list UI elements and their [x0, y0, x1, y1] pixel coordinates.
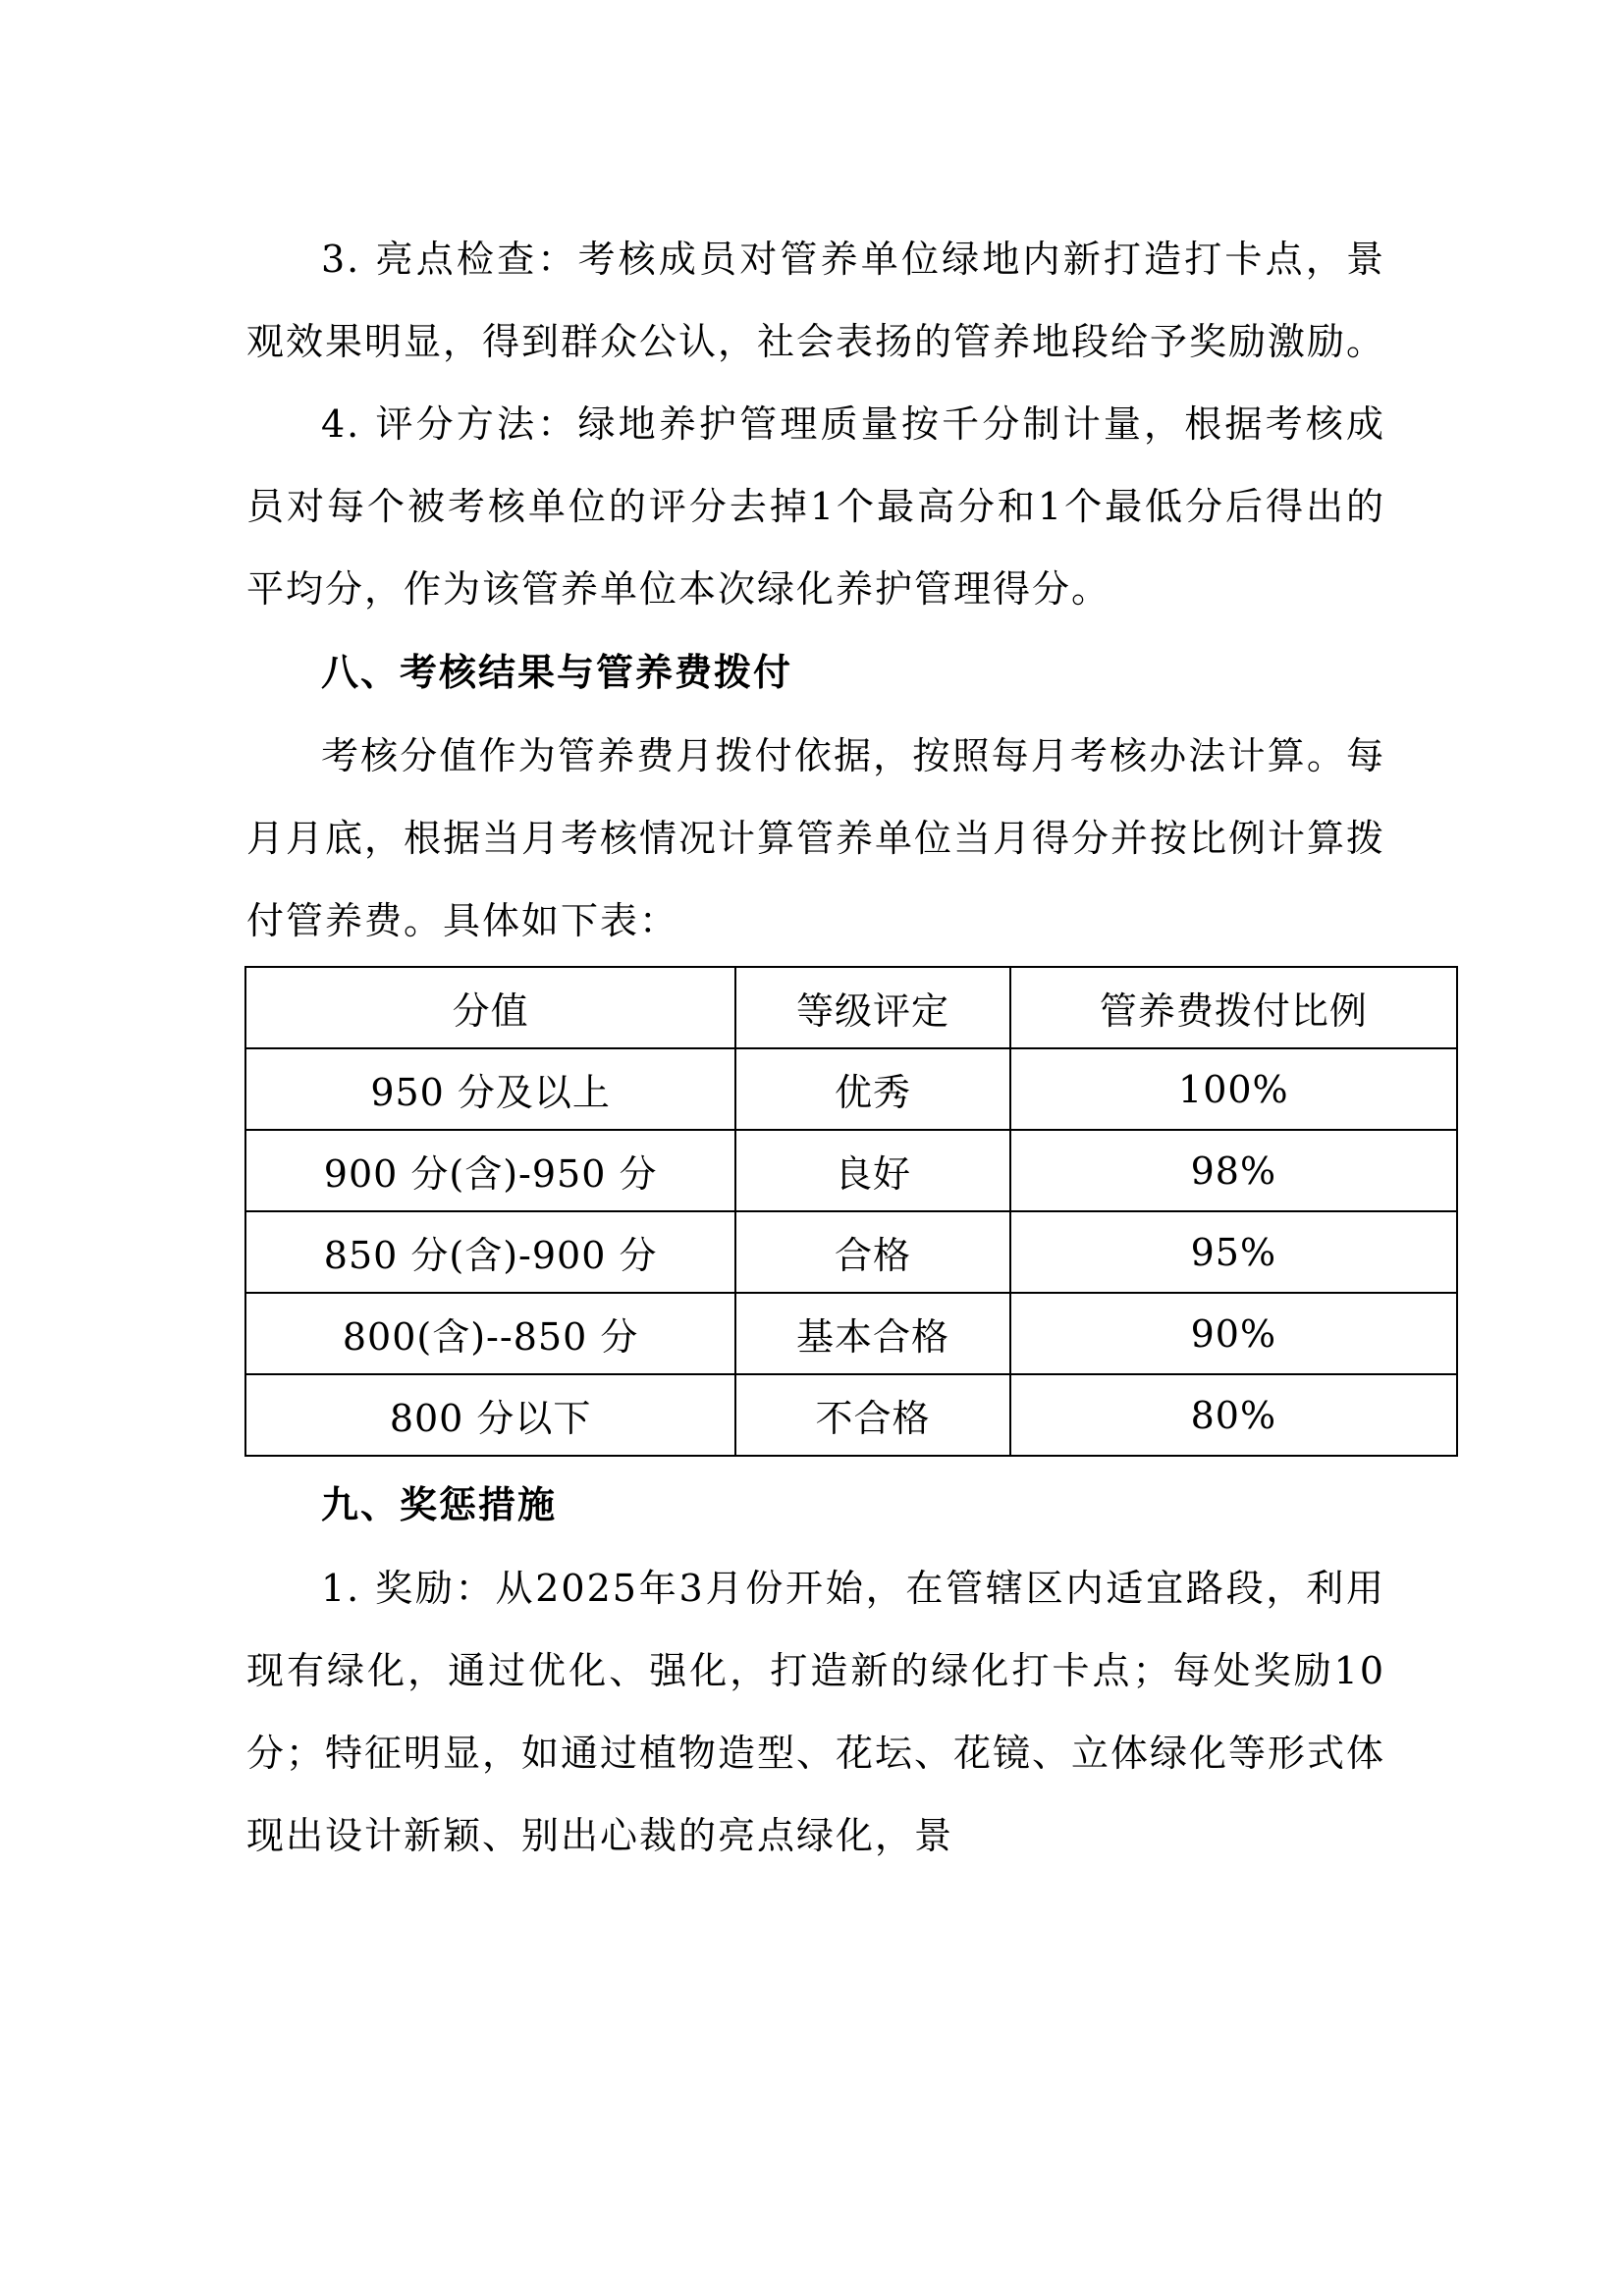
cell-score: 850 分(含)-900 分 — [245, 1211, 735, 1293]
cell-fee-ratio: 95% — [1010, 1211, 1457, 1293]
header-grade: 等级评定 — [735, 967, 1009, 1048]
fee-allocation-table — [244, 966, 1458, 1457]
cell-fee-ratio: 80% — [1010, 1374, 1457, 1456]
table-row — [245, 1211, 1457, 1293]
cell-grade: 基本合格 — [735, 1293, 1009, 1374]
fee-table-container — [246, 966, 1385, 1457]
table-row — [245, 1048, 1457, 1130]
cell-score: 800(含)--850 分 — [245, 1293, 735, 1374]
cell-score: 800 分以下 — [245, 1374, 735, 1456]
document-body — [246, 218, 1385, 1877]
header-fee-ratio: 管养费拨付比例 — [1010, 967, 1457, 1048]
section-heading-rewards-penalties: 九、奖惩措施 — [321, 1483, 558, 1526]
cell-grade: 不合格 — [735, 1374, 1009, 1456]
paragraph-rewards: 1. 奖励：从2025年3月份开始，在管辖区内适宜路段，利用现有绿化，通过优化、强化，打造新的绿化打卡点；每处奖励10分；特征明显，如通过植物造型、花坛、花镜、立体绿化等形式体现出设计新颖、别出心裁的亮点绿化，景 — [246, 1567, 1386, 1857]
cell-fee-ratio: 98% — [1010, 1130, 1457, 1211]
cell-score: 900 分(含)-950 分 — [245, 1130, 735, 1211]
cell-fee-ratio: 100% — [1010, 1048, 1457, 1130]
paragraph-highlight-check: 3. 亮点检查：考核成员对管养单位绿地内新打造打卡点，景观效果明显，得到群众公认，社会表扬的管养地段给予奖励激励。 — [246, 238, 1386, 363]
paragraph-fee-allocation: 考核分值作为管养费月拨付依据，按照每月考核办法计算。每月月底，根据当月考核情况计算管养单位当月得分并按比例计算拨付管养费。具体如下表： — [246, 734, 1386, 942]
cell-score: 950 分及以上 — [245, 1048, 735, 1130]
cell-grade: 优秀 — [735, 1048, 1009, 1130]
cell-grade: 合格 — [735, 1211, 1009, 1293]
table-header-row — [245, 967, 1457, 1048]
cell-fee-ratio: 90% — [1010, 1293, 1457, 1374]
cell-grade: 良好 — [735, 1130, 1009, 1211]
paragraph-scoring-method: 4. 评分方法：绿地养护管理质量按千分制计量，根据考核成员对每个被考核单位的评分去掉1个最高分和1个最低分后得出的平均分，作为该管养单位本次绿化养护管理得分。 — [246, 402, 1385, 611]
table-row — [245, 1374, 1457, 1456]
table-row — [245, 1130, 1457, 1211]
section-heading-assessment-results: 八、考核结果与管养费拨付 — [321, 651, 793, 694]
table-row — [245, 1293, 1457, 1374]
header-score: 分值 — [245, 967, 735, 1048]
